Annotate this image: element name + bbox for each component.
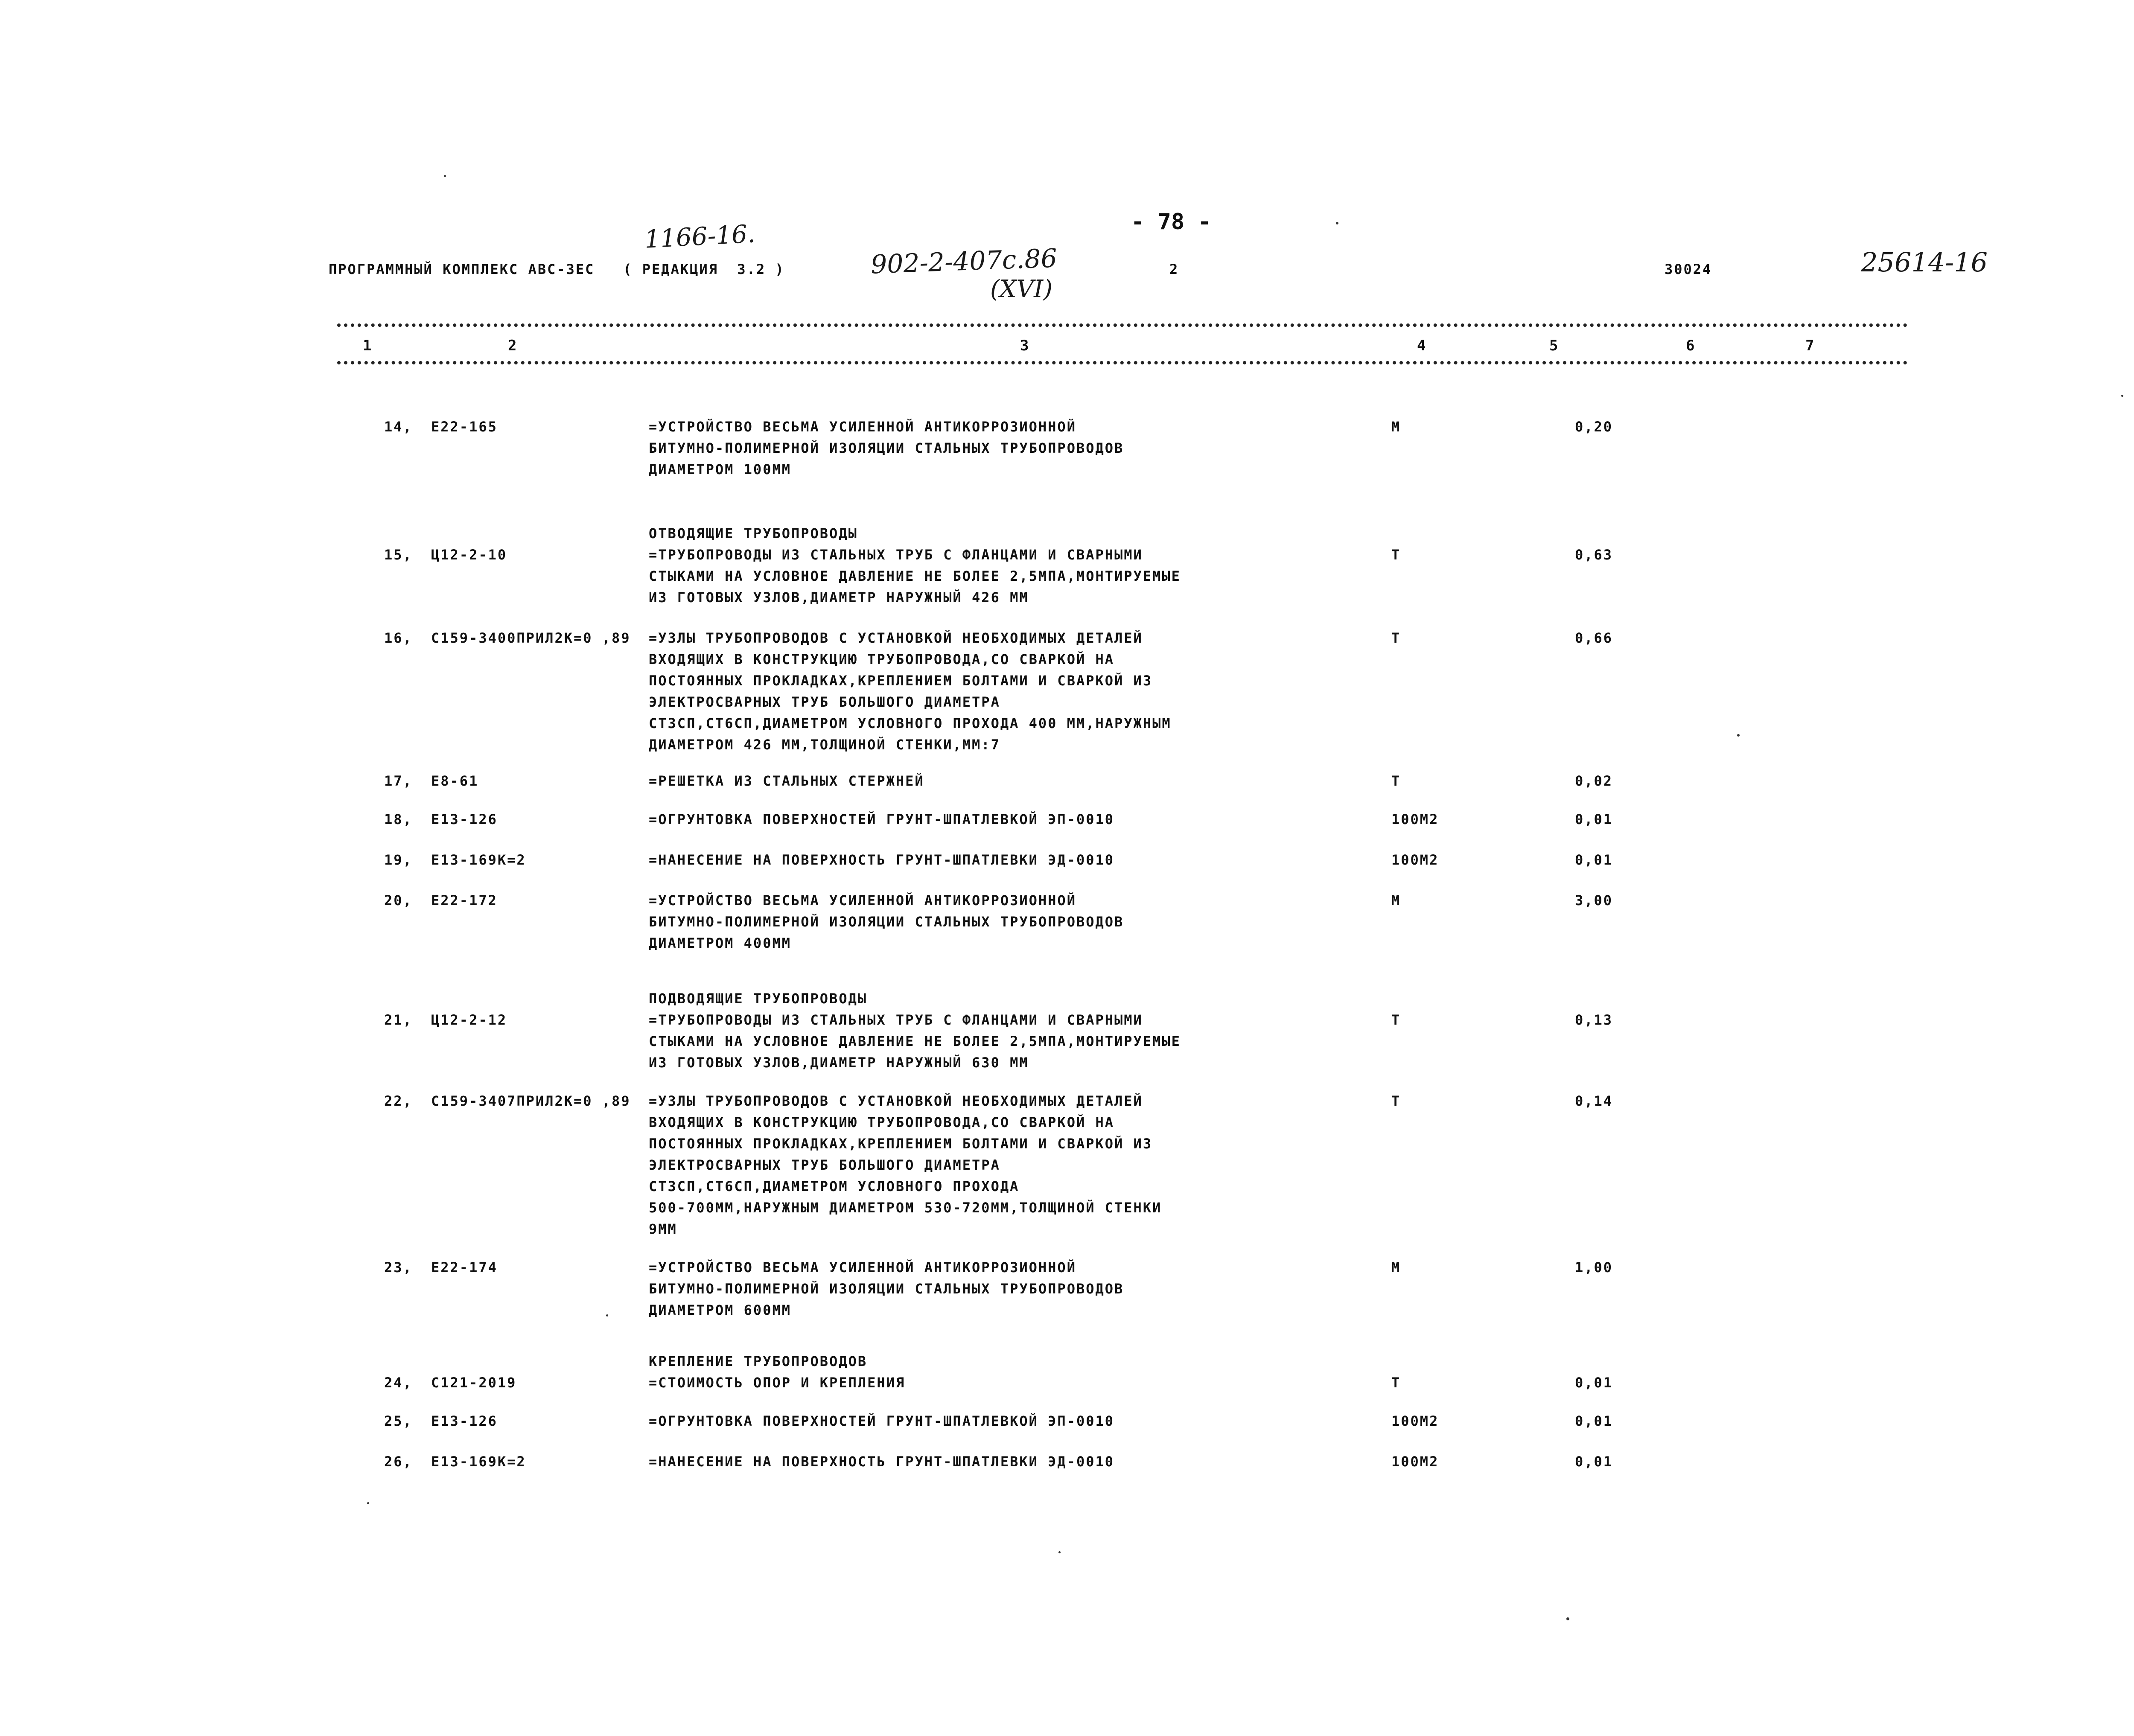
row-number: 20, (384, 892, 413, 909)
row-unit: М (1391, 892, 1401, 909)
page-number: - 78 - (1131, 209, 1211, 235)
program-header: ПРОГРАММНЫЙ КОМПЛЕКС АВС-3ЕС ( РЕДАКЦИЯ 3.2 ) (329, 261, 785, 277)
header-code-right: 30024 (1665, 261, 1712, 277)
scan-speck (1737, 734, 1740, 737)
row-unit: 100М2 (1391, 1453, 1439, 1470)
description-line: =НАНЕСЕНИЕ НА ПОВЕРХНОСТЬ ГРУНТ-ШПАТЛЕВКИ ЭД-0010 (649, 1453, 1115, 1470)
row-code: Е22-165 (431, 419, 498, 435)
description-line: =УСТРОЙСТВО ВЕСЬМА УСИЛЕННОЙ АНТИКОРРОЗИОННОЙ (649, 892, 1076, 909)
row-number: 17, (384, 773, 413, 789)
row-number: 16, (384, 630, 413, 646)
row-unit: Т (1391, 630, 1401, 646)
row-unit: Т (1391, 1093, 1401, 1109)
row-number: 21, (384, 1012, 413, 1028)
row-description (649, 1451, 1114, 1472)
row-quantity: 0,01 (1575, 1375, 1613, 1391)
row-quantity: 0,13 (1575, 1012, 1613, 1028)
scan-speck (2121, 395, 2123, 397)
description-line: ЭЛЕКТРОСВАРНЫХ ТРУБ БОЛЬШОГО ДИАМЕТРА (649, 694, 1000, 710)
description-line: БИТУМНО-ПОЛИМЕРНОЙ ИЗОЛЯЦИИ СТАЛЬНЫХ ТРУБОПРОВОДОВ (649, 440, 1124, 456)
description-line: ДИАМЕТРОМ 100ММ (649, 461, 791, 478)
row-description (649, 1257, 1124, 1321)
description-line: ПОСТОЯННЫХ ПРОКЛАДКАХ,КРЕПЛЕНИЕМ БОЛТАМИ И СВАРКОЙ ИЗ (649, 673, 1153, 689)
description-line: ЭЛЕКТРОСВАРНЫХ ТРУБ БОЛЬШОГО ДИАМЕТРА (649, 1157, 1000, 1173)
row-quantity: 0,01 (1575, 1453, 1613, 1470)
description-line: =ОГРУНТОВКА ПОВЕРХНОСТЕЙ ГРУНТ-ШПАТЛЕВКОЙ ЭП-0010 (649, 811, 1115, 827)
row-quantity: 1,00 (1575, 1259, 1613, 1276)
row-unit: Т (1391, 1375, 1401, 1391)
scan-speck (606, 1314, 608, 1317)
row-number: 19, (384, 852, 413, 868)
row-unit: Т (1391, 547, 1401, 563)
description-line: ПОСТОЯННЫХ ПРОКЛАДКАХ,КРЕПЛЕНИЕМ БОЛТАМИ И СВАРКОЙ ИЗ (649, 1136, 1153, 1152)
row-description (649, 627, 1172, 755)
row-quantity: 0,63 (1575, 547, 1613, 563)
row-code: Е13-169К=2 (431, 852, 526, 868)
description-line: ОТВОДЯЩИЕ ТРУБОПРОВОДЫ (649, 525, 858, 542)
description-line: ВХОДЯЩИХ В КОНСТРУКЦИЮ ТРУБОПРОВОДА,СО СВАРКОЙ НА (649, 1114, 1115, 1130)
row-code: Е22-174 (431, 1259, 498, 1276)
row-unit: 100М2 (1391, 1413, 1439, 1429)
row-quantity: 0,66 (1575, 630, 1613, 646)
description-line: ДИАМЕТРОМ 600ММ (649, 1302, 791, 1318)
description-line: ДИАМЕТРОМ 400ММ (649, 935, 791, 951)
scan-speck (1058, 1551, 1061, 1553)
row-number: 23, (384, 1259, 413, 1276)
description-line: ДИАМЕТРОМ 426 ММ,ТОЛЩИНОЙ СТЕНКИ,ММ:7 (649, 737, 1000, 753)
row-number: 22, (384, 1093, 413, 1109)
description-line: СТ3СП,СТ6СП,ДИАМЕТРОМ УСЛОВНОГО ПРОХОДА (649, 1178, 1020, 1194)
column-number-6: 6 (1686, 337, 1695, 354)
row-description (649, 890, 1124, 954)
description-line: =УЗЛЫ ТРУБОПРОВОДОВ С УСТАНОВКОЙ НЕОБХОДИМЫХ ДЕТАЛЕЙ (649, 1093, 1143, 1109)
row-description (649, 988, 1181, 1073)
row-code: Е13-126 (431, 811, 498, 827)
row-code: Е22-172 (431, 892, 498, 909)
table-top-rule (337, 323, 1908, 327)
row-description (649, 849, 1114, 871)
row-code: Ц12-2-10 (431, 547, 507, 563)
row-code: Ц12-2-12 (431, 1012, 507, 1028)
row-unit: 100М2 (1391, 811, 1439, 827)
row-quantity: 0,01 (1575, 852, 1613, 868)
handwritten-project-number: 902-2-407c.86 (870, 243, 1058, 280)
row-unit: Т (1391, 1012, 1401, 1028)
handwritten-album: (XVI) (990, 275, 1053, 303)
handwritten-doc-code: 1166-16. (644, 219, 756, 254)
row-number: 24, (384, 1375, 413, 1391)
row-code: Е8-61 (431, 773, 479, 789)
row-code: Е13-169К=2 (431, 1453, 526, 1470)
description-line: =ТРУБОПРОВОДЫ ИЗ СТАЛЬНЫХ ТРУБ С ФЛАНЦАМИ И СВАРНЫМИ (649, 1012, 1143, 1028)
row-quantity: 0,20 (1575, 419, 1613, 435)
row-number: 26, (384, 1453, 413, 1470)
row-description (649, 809, 1114, 830)
row-number: 14, (384, 419, 413, 435)
column-number-5: 5 (1549, 337, 1558, 354)
description-line: =УСТРОЙСТВО ВЕСЬМА УСИЛЕННОЙ АНТИКОРРОЗИОННОЙ (649, 419, 1076, 435)
description-line: ИЗ ГОТОВЫХ УЗЛОВ,ДИАМЕТР НАРУЖНЫЙ 630 ММ (649, 1054, 1029, 1071)
table-header-rule (337, 361, 1908, 364)
row-quantity: 3,00 (1575, 892, 1613, 909)
description-line: ИЗ ГОТОВЫХ УЗЛОВ,ДИАМЕТР НАРУЖНЫЙ 426 ММ (649, 589, 1029, 606)
row-number: 25, (384, 1413, 413, 1429)
description-line: =РЕШЕТКА ИЗ СТАЛЬНЫХ СТЕРЖНЕЙ (649, 773, 924, 789)
description-line: СТЫКАМИ НА УСЛОВНОЕ ДАВЛЕНИЕ НЕ БОЛЕЕ 2,5МПА,МОНТИРУЕМЫЕ (649, 568, 1181, 584)
description-line: СТ3СП,СТ6СП,ДИАМЕТРОМ УСЛОВНОГО ПРОХОДА 400 ММ,НАРУЖНЫМ (649, 715, 1172, 731)
row-description (649, 1351, 905, 1393)
column-number-4: 4 (1417, 337, 1426, 354)
description-line: КРЕПЛЕНИЕ ТРУБОПРОВОДОВ (649, 1353, 868, 1369)
row-quantity: 0,02 (1575, 773, 1613, 789)
row-description (649, 416, 1124, 480)
row-code: С159-3400ПРИЛ2К=0 ,89 (431, 630, 631, 646)
row-unit: 100М2 (1391, 852, 1439, 868)
description-line: =УСТРОЙСТВО ВЕСЬМА УСИЛЕННОЙ АНТИКОРРОЗИОННОЙ (649, 1259, 1076, 1276)
row-description (649, 523, 1181, 608)
column-number-1: 1 (363, 337, 372, 354)
description-line: ПОДВОДЯЩИЕ ТРУБОПРОВОДЫ (649, 990, 868, 1007)
description-line: =ОГРУНТОВКА ПОВЕРХНОСТЕЙ ГРУНТ-ШПАТЛЕВКОЙ ЭП-0010 (649, 1413, 1115, 1429)
scan-speck (1336, 222, 1338, 224)
scan-speck (1566, 1617, 1569, 1620)
row-code: С159-3407ПРИЛ2К=0 ,89 (431, 1093, 631, 1109)
row-unit: М (1391, 419, 1401, 435)
description-line: БИТУМНО-ПОЛИМЕРНОЙ ИЗОЛЯЦИИ СТАЛЬНЫХ ТРУБОПРОВОДОВ (649, 914, 1124, 930)
description-line: ВХОДЯЩИХ В КОНСТРУКЦИЮ ТРУБОПРОВОДА,СО СВАРКОЙ НА (649, 651, 1115, 667)
description-line: 9ММ (649, 1221, 677, 1237)
description-line: СТЫКАМИ НА УСЛОВНОЕ ДАВЛЕНИЕ НЕ БОЛЕЕ 2,5МПА,МОНТИРУЕМЫЕ (649, 1033, 1181, 1049)
row-description (649, 1090, 1162, 1240)
handwritten-right-code: 25614-16 (1861, 247, 1988, 278)
row-unit: Т (1391, 773, 1401, 789)
row-number: 18, (384, 811, 413, 827)
scan-speck (367, 1502, 369, 1504)
row-quantity: 0,14 (1575, 1093, 1613, 1109)
row-unit: М (1391, 1259, 1401, 1276)
row-description (649, 770, 924, 792)
column-number-3: 3 (1020, 337, 1029, 354)
row-quantity: 0,01 (1575, 811, 1613, 827)
description-line: =УЗЛЫ ТРУБОПРОВОДОВ С УСТАНОВКОЙ НЕОБХОДИМЫХ ДЕТАЛЕЙ (649, 630, 1143, 646)
description-line: БИТУМНО-ПОЛИМЕРНОЙ ИЗОЛЯЦИИ СТАЛЬНЫХ ТРУБОПРОВОДОВ (649, 1281, 1124, 1297)
row-code: С121-2019 (431, 1375, 517, 1391)
scan-speck (444, 175, 446, 177)
row-number: 15, (384, 547, 413, 563)
row-description (649, 1410, 1114, 1432)
description-line: =НАНЕСЕНИЕ НА ПОВЕРХНОСТЬ ГРУНТ-ШПАТЛЕВКИ ЭД-0010 (649, 852, 1115, 868)
row-quantity: 0,01 (1575, 1413, 1613, 1429)
column-number-2: 2 (508, 337, 517, 354)
description-line: =ТРУБОПРОВОДЫ ИЗ СТАЛЬНЫХ ТРУБ С ФЛАНЦАМИ И СВАРНЫМИ (649, 547, 1143, 563)
header-mark: 2 (1169, 261, 1179, 277)
column-number-7: 7 (1805, 337, 1814, 354)
description-line: =СТОИМОСТЬ ОПОР И КРЕПЛЕНИЯ (649, 1375, 906, 1391)
description-line: 500-700ММ,НАРУЖНЫМ ДИАМЕТРОМ 530-720ММ,ТОЛЩИНОЙ СТЕНКИ (649, 1200, 1162, 1216)
row-code: Е13-126 (431, 1413, 498, 1429)
